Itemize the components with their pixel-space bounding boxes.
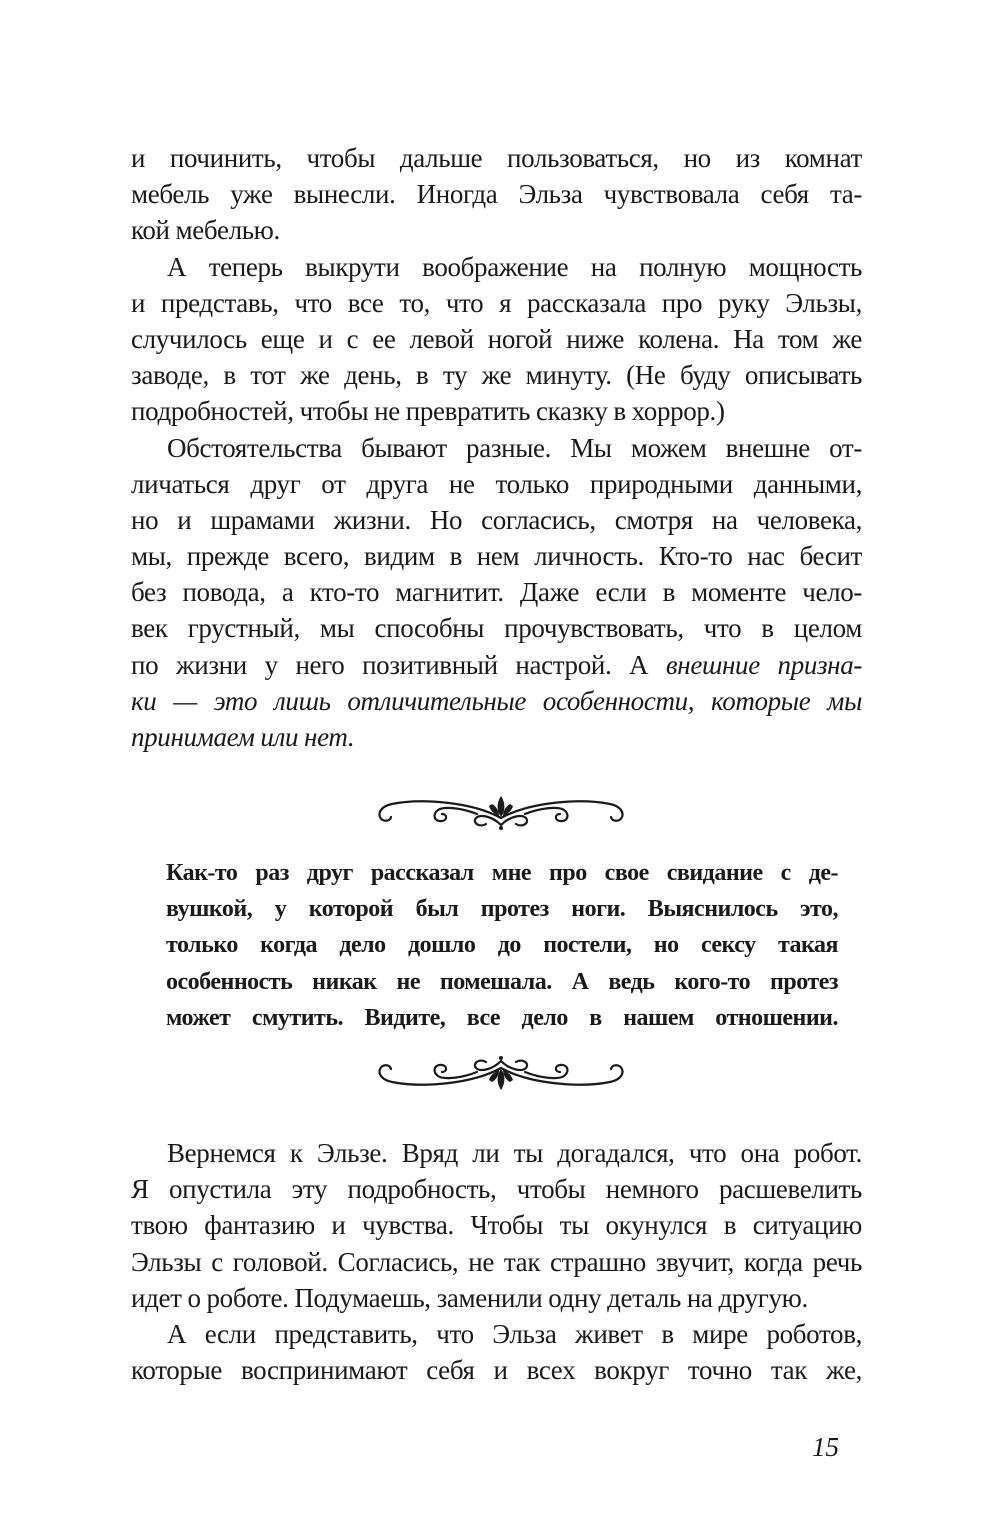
text-line: А если представить, что Эльза живет в мире роботов, — [167, 1318, 862, 1349]
emphasis-line: принимаем или нет. — [131, 722, 355, 752]
emphasis-line: ки — это лишь отличительные особенности, которые мы — [131, 685, 862, 716]
text-line: и починить, чтобы дальше пользоваться, но из комнат — [131, 143, 862, 173]
text-line: мы, прежде всего, видим в нем личность. Кто-то нас бесит — [131, 541, 862, 572]
text-line: но и шрамами жизни. Но согласись, смотря на человека, — [131, 504, 862, 535]
callout-line: может смутить. Видите, все дело в нашем отношении. — [166, 1004, 838, 1031]
text-line-mixed — [131, 647, 862, 683]
callout-line: особенность никак не помешала. А ведь кого-то протез — [166, 968, 838, 995]
callout-line: вушкой, у которой был протез ноги. Выяснилось это, — [166, 896, 838, 923]
callout-anecdote — [166, 855, 838, 1036]
text-line: подробностей, чтобы не превратить сказку в хоррор.) — [131, 396, 725, 427]
text-line: и представь, что все то, что я рассказала про руку Эльзы, — [131, 287, 862, 318]
text-line: твою фантазию и чувства. Чтобы ты окунулся в ситуацию — [131, 1210, 862, 1241]
text-line: Вернемся к Эльзе. Вряд ли ты догадался, что она робот. — [167, 1138, 862, 1168]
text-line: Я опустила эту подробность, чтобы немного расшевелить — [131, 1174, 862, 1205]
flourish-divider-icon — [372, 1050, 630, 1096]
text-block-main — [131, 140, 862, 755]
flourish-divider-icon — [372, 790, 630, 836]
text-line: кой мебелью. — [131, 215, 280, 246]
text-line: без повода, а кто-то магнитит. Даже если в моменте чело- — [131, 577, 862, 608]
text-line: случилось еще и с ее левой ногой ниже колена. На том же — [131, 323, 862, 354]
text-line: Эльзы с головой. Согласись, не так страшно звучит, когда речь — [131, 1246, 862, 1277]
text-line: заводе, в тот же день, в ту же минуту. (Не буду описывать — [131, 360, 862, 391]
text-line: идет о роботе. Подумаешь, заменили одну деталь на другую. — [131, 1282, 808, 1313]
callout-line: только когда дело дошло до постели, но сексу такая — [166, 932, 838, 959]
text-line: мебель уже вынесли. Иногда Эльза чувствовала себя та- — [131, 179, 862, 210]
emphasis-text: внешние призна- — [665, 649, 863, 680]
text-line: Обстоятельства бывают разные. Мы можем внешне от- — [167, 432, 862, 463]
text-line: А теперь выкрути воображение на полную мощность — [167, 251, 862, 282]
plain-text: по жизни у него позитивный настрой. А — [131, 649, 666, 680]
text-line: которые воспринимают себя и всех вокруг точно так же, — [131, 1355, 862, 1386]
text-line: век грустный, мы способны прочувствовать, что в целом — [131, 613, 862, 644]
text-block-continuation — [131, 1135, 862, 1388]
page-number: 15 — [812, 1432, 839, 1462]
text-line: личаться друг от друга не только природными данными, — [131, 468, 862, 499]
callout-line: Как-то раз друг рассказал мне про свое свидание с де- — [166, 860, 838, 886]
